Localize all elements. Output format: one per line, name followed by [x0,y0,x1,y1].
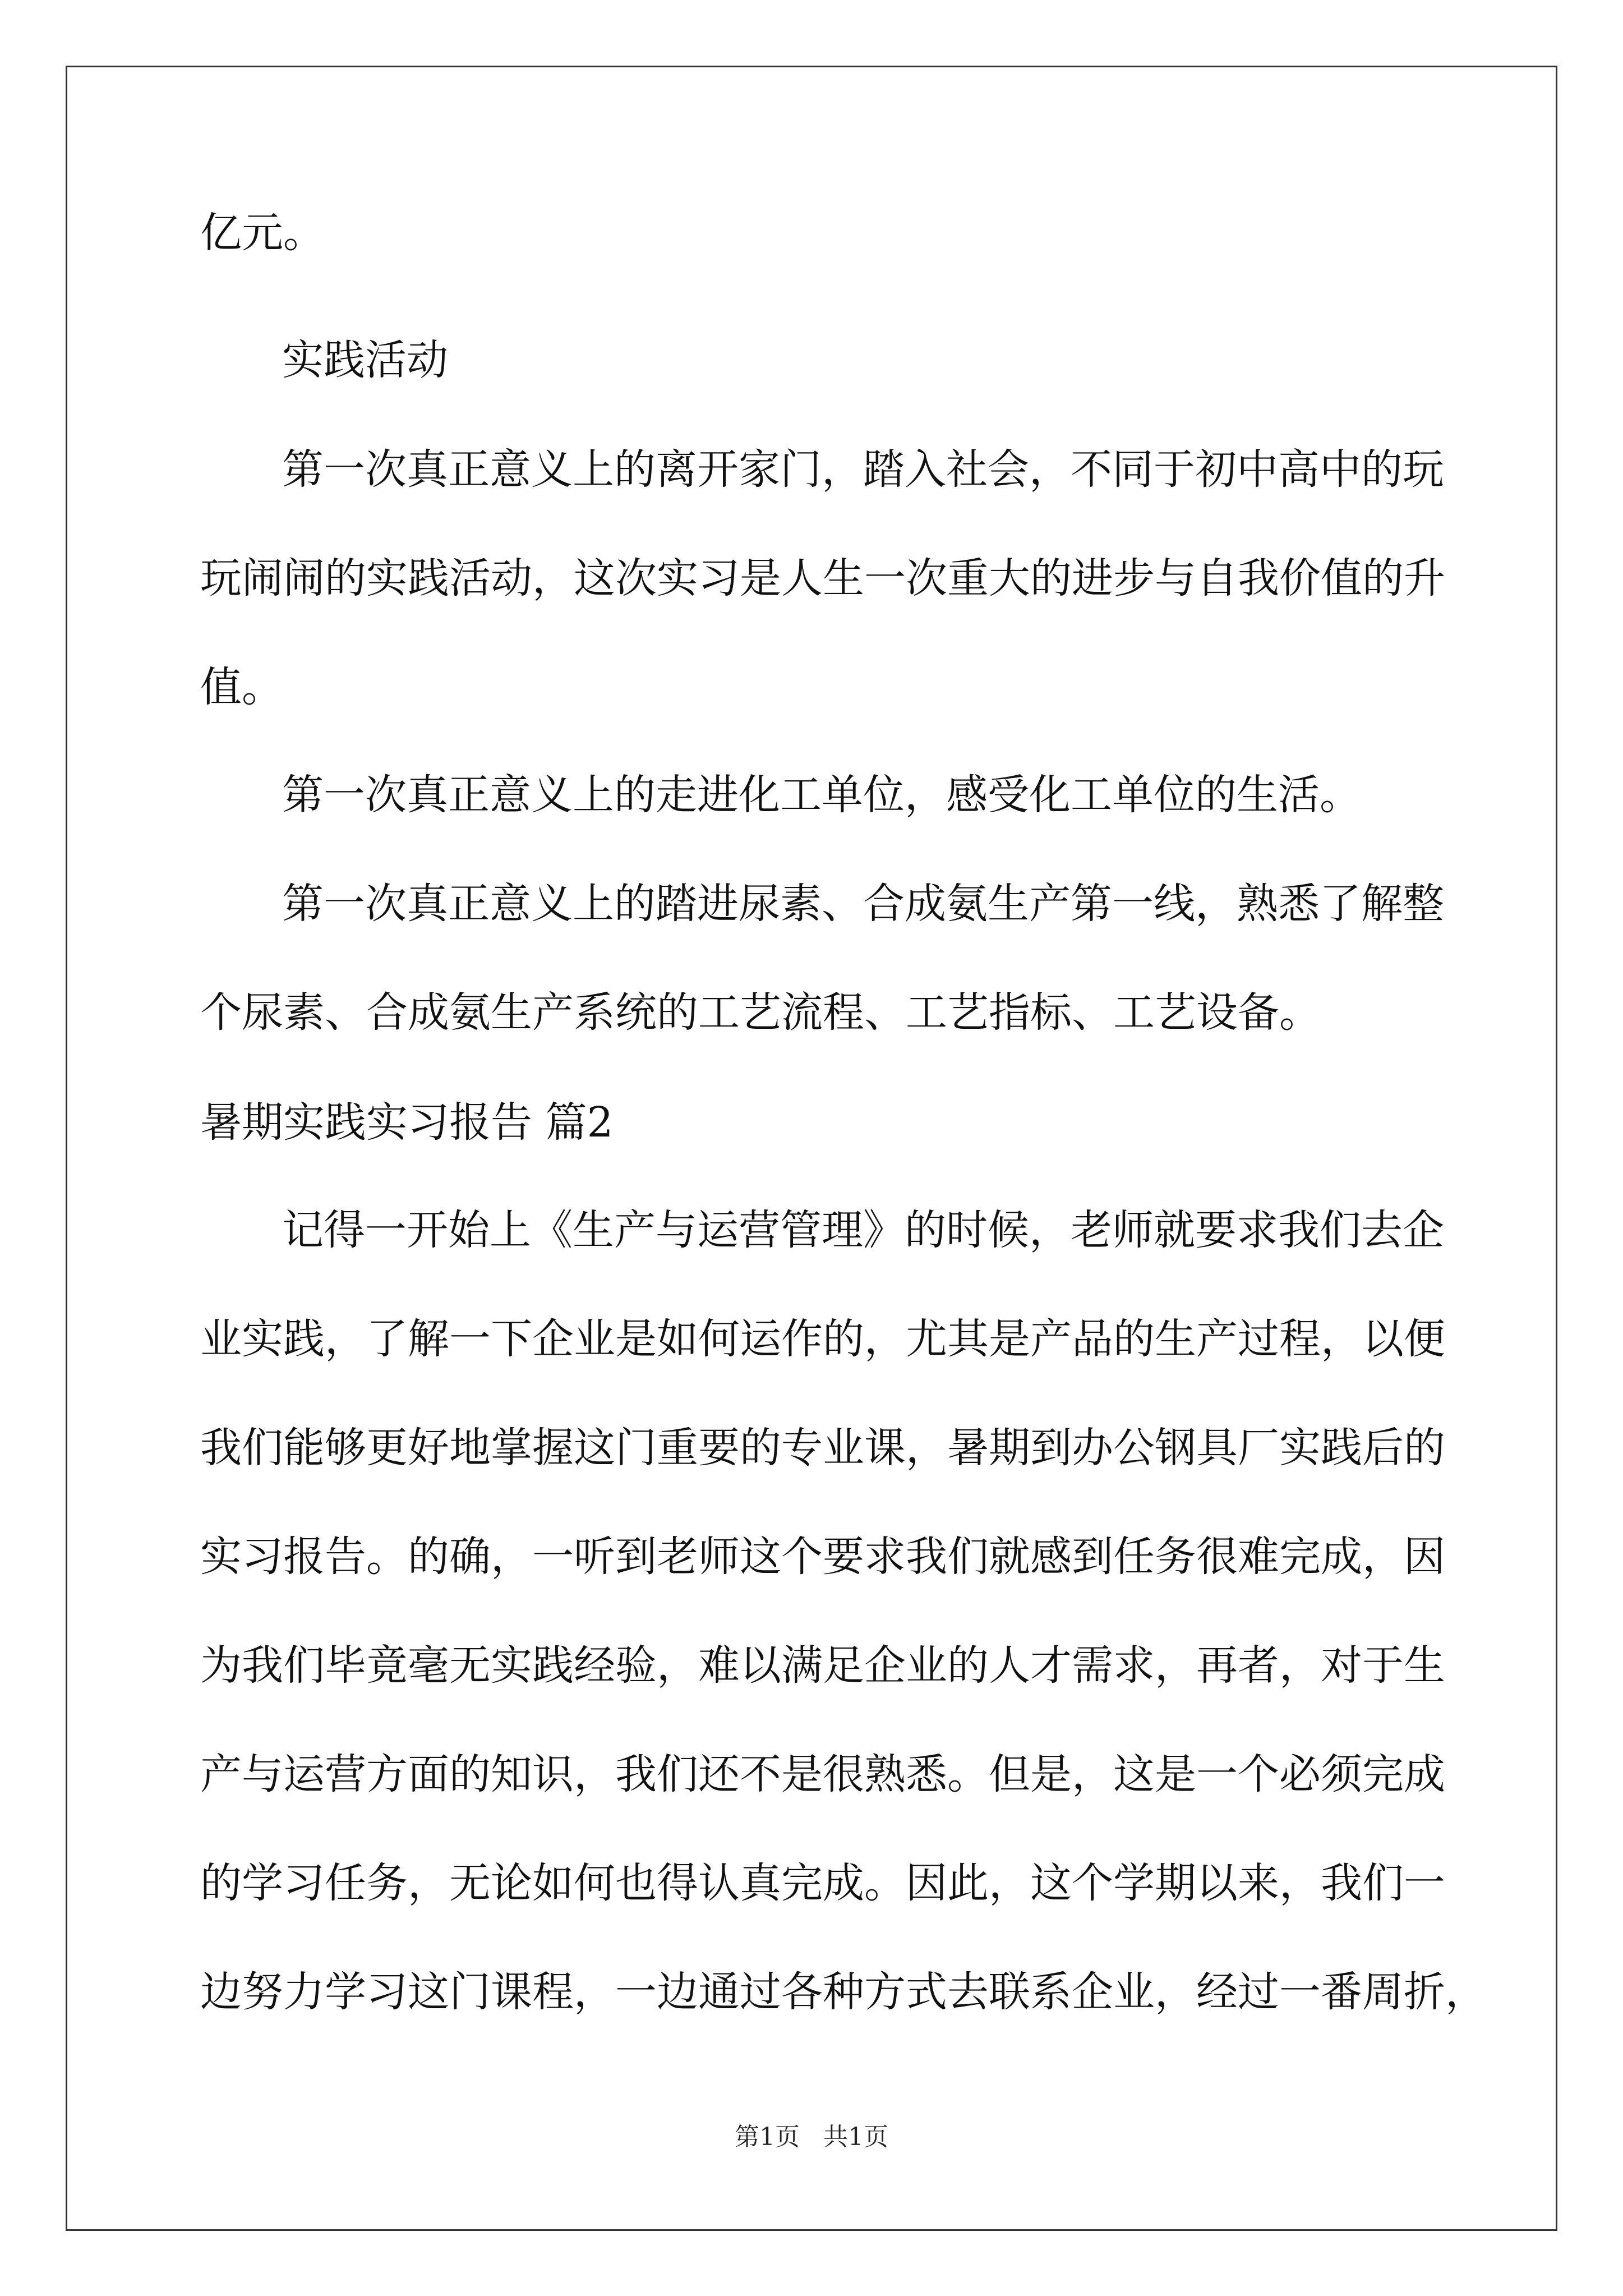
page-number: 第1页 [735,2123,800,2151]
text-line: 产与运营方面的知识，我们还不是很熟悉。但是，这是一个必须完成 [200,1750,1445,1798]
text-line: 为我们毕竟毫无实践经验，难以满足企业的人才需求，再者，对于生 [200,1641,1445,1690]
page-total: 共1页 [823,2123,888,2151]
text-line: 亿元。 [200,209,325,257]
text-line: 玩闹闹的实践活动，这次实习是人生一次重大的进步与自我价值的升 [200,554,1445,602]
section-title: 暑期实践实习报告 篇2 [200,1098,614,1147]
page-footer [0,2125,1623,2150]
text-line: 业实践，了解一下企业是如何运作的，尤其是产品的生产过程，以便 [200,1315,1445,1363]
text-line: 个尿素、合成氨生产系统的工艺流程、工艺指标、工艺设备。 [200,988,1321,1037]
text-line: 值。 [200,663,283,711]
text-line: 第一次真正意义上的走进化工单位，感受化工单位的生活。 [282,771,1361,819]
text-line: 实习报告。的确，一听到老师这个要求我们就感到任务很难完成，因 [200,1533,1445,1581]
text-line: 第一次真正意义上的离开家门，踏入社会，不同于初中高中的玩 [282,445,1444,494]
text-line: 边努力学习这门课程，一边通过各种方式去联系企业，经过一番周折， [200,1968,1487,2016]
section-heading: 实践活动 [282,336,448,384]
text-line: 我们能够更好地掌握这门重要的专业课，暑期到办公钢具厂实践后的 [200,1424,1445,1472]
text-line: 第一次真正意义上的踏进尿素、合成氨生产第一线，熟悉了解整 [282,880,1444,928]
text-line: 记得一开始上《生产与运营管理》的时候，老师就要求我们去企 [282,1206,1444,1254]
text-line: 的学习任务，无论如何也得认真完成。因此，这个学期以来，我们一 [200,1859,1445,1907]
